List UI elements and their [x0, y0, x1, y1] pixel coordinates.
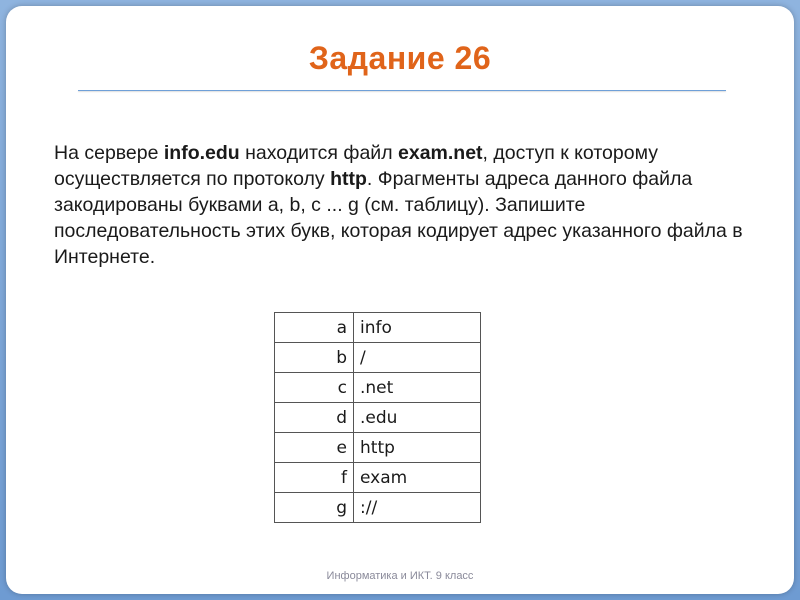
protocol-name: http — [330, 168, 367, 190]
table-cell-fragment: info — [354, 313, 481, 343]
table-cell-letter: f — [275, 463, 354, 493]
table-cell-letter: g — [275, 493, 354, 523]
table-cell-fragment: .net — [354, 373, 481, 403]
table-cell-letter: d — [275, 403, 354, 433]
title-divider — [78, 90, 726, 91]
table-cell-fragment: / — [354, 343, 481, 373]
table-row — [275, 493, 481, 523]
server-name: info.edu — [163, 142, 240, 164]
task-text-part: . Фрагменты адреса данного файла закодированы буквами a, b, c ... g (см. таблицу). Запишите последовательность этих букв, которая кодирует адрес указанного файла в Интернете. — [54, 168, 743, 268]
slide-title: Задание 26 — [308, 40, 492, 76]
task-text-part: , доступ к которому осуществляется по протоколу — [54, 142, 658, 190]
task-text-part: находится файл — [239, 142, 398, 164]
table-cell-fragment: http — [354, 433, 481, 463]
table-row — [275, 463, 481, 493]
task-text-part: На сервере — [54, 142, 164, 164]
code-table — [274, 312, 481, 523]
table-row — [275, 433, 481, 463]
table-cell-letter: e — [275, 433, 354, 463]
table-cell-letter: a — [275, 313, 354, 343]
table-row — [275, 313, 481, 343]
table-cell-fragment: exam — [354, 463, 481, 493]
table-row — [275, 343, 481, 373]
table-row — [275, 373, 481, 403]
table-row — [275, 403, 481, 433]
task-text — [54, 140, 754, 270]
slide-footer: Информатика и ИКТ. 9 класс — [326, 570, 474, 582]
slide — [6, 6, 794, 594]
table-cell-letter: c — [275, 373, 354, 403]
table-cell-letter: b — [275, 343, 354, 373]
table-cell-fragment: .edu — [354, 403, 481, 433]
file-name: exam.net — [398, 142, 483, 164]
table-cell-fragment: :// — [354, 493, 481, 523]
